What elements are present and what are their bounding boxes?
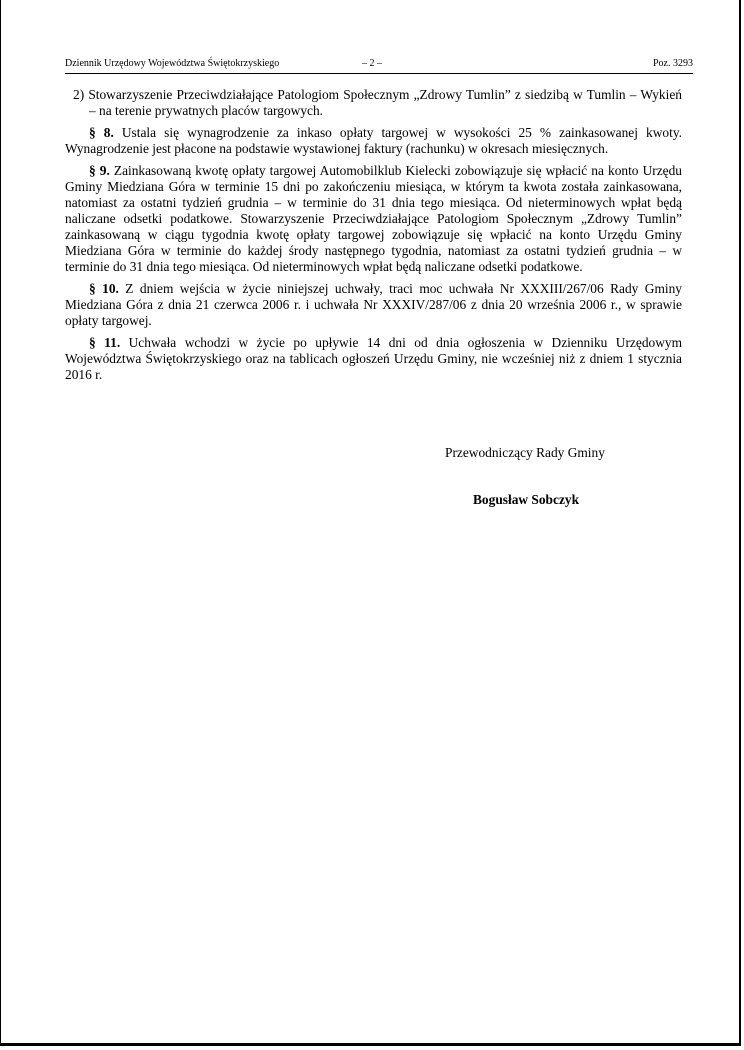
document-body [65,87,682,389]
position-number: Poz. 3293 [653,58,693,69]
section-10-label: § 10. [89,281,119,296]
paragraph-9 [65,163,682,275]
paragraph-10 [65,281,682,329]
section-10-text: Z dniem wejścia w życie niniejszej uchwały, traci moc uchwała Nr XXXIII/267/06 Rady Gminy Miedziana Góra z dnia 21 czerwca 2006 r. i uchwała Nr XXXIV/287/06 z dnia 20 września 2006 r., w sprawie opłaty targowej. [65,281,682,328]
header-divider [65,73,693,74]
section-8-text: Ustala się wynagrodzenie za inkaso opłaty targowej w wysokości 25 % zainkasowanej kwoty. Wynagrodzenie jest płacone na podstawie wystawionej faktury (rachunku) w okresach miesięcznych. [65,125,682,156]
paragraph-8 [65,125,682,157]
journal-title: Dziennik Urzędowy Województwa Świętokrzyskiego [65,58,280,69]
paragraph-11 [65,335,682,383]
page-header [65,58,693,74]
section-9-label: § 9. [89,163,110,178]
section-9-text: Zainkasowaną kwotę opłaty targowej Automobilklub Kielecki zobowiązuje się wpłacić na konto Urzędu Gminy Miedziana Góra w terminie 15 dni po zakończeniu miesiąca, w którym ta kwota została zainkasowana, natomiast za ostatni tydzień grudnia – w terminie do 31 dnia tego miesiąca. Od nieterminowych wpłat będą naliczane odsetki podatkowe. Stowarzyszenie Przeciwdziałające Patologiom Społecznym „Zdrowy Tumlin” zainkasowaną w ciągu tygodnia kwotę opłaty targowej zobowiązuje się wpłacić na konto Urzędu Gminy Miedziana Góra w terminie do każdej środy następnego tygodnia, natomiast za ostatni tydzień grudnia – w terminie do 31 dnia tego miesiąca. Od nieterminowych wpłat będą naliczane odsetki podatkowe. [65,163,682,274]
signature-role: Przewodniczący Rady Gminy [445,445,605,460]
section-8-label: § 8. [89,125,114,140]
list-item-2: 2) Stowarzyszenie Przeciwdziałające Patologiom Społecznym „Zdrowy Tumlin” z siedzibą w Tumlin – Wykień – na terenie prywatnych placów targowych. [73,87,682,118]
page-number: – 2 – [362,58,382,69]
signature-name: Bogusław Sobczyk [473,492,580,507]
section-11-label: § 11. [89,335,121,350]
section-11-text: Uchwała wchodzi w życie po upływie 14 dni od dnia ogłoszenia w Dzienniku Urzędowym Województwa Świętokrzyskiego oraz na tablicach ogłoszeń Urzędu Gminy, nie wcześniej niż z dniem 1 stycznia 2016 r. [65,335,682,382]
